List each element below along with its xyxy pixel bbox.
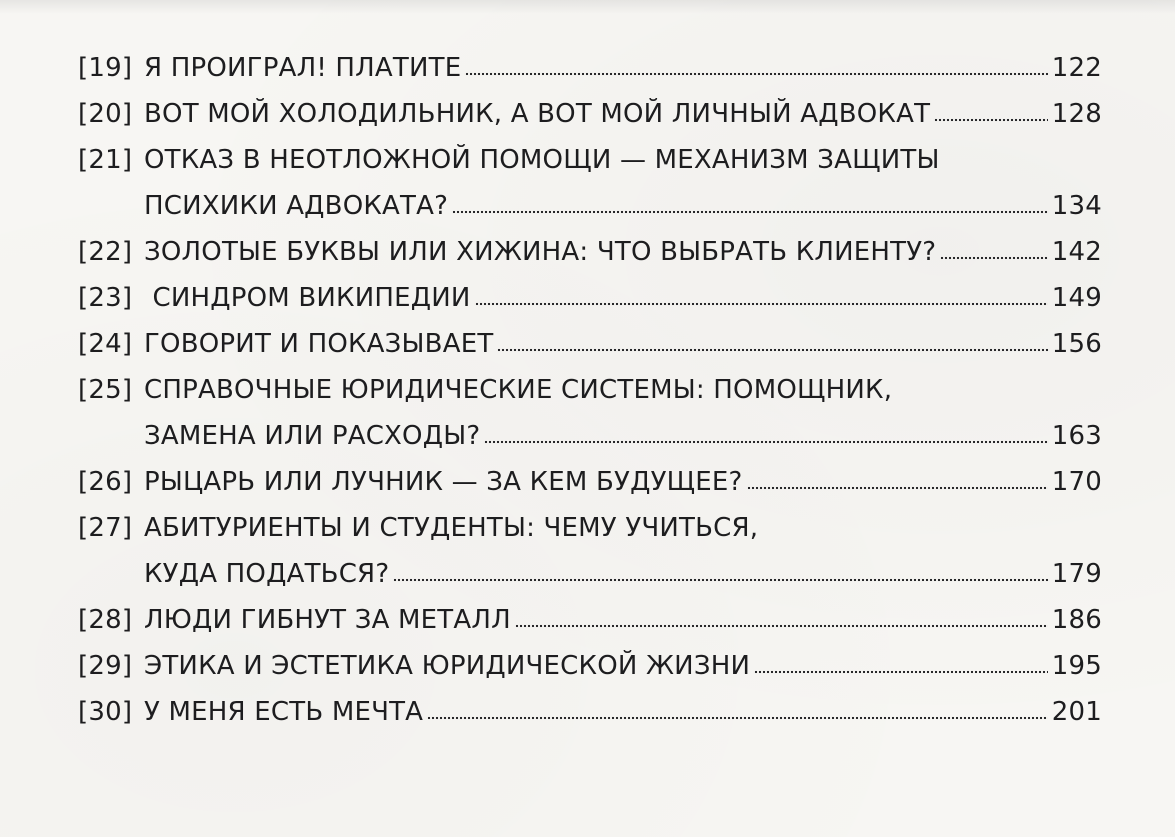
- chapter-number: [23]: [78, 283, 133, 313]
- dot-leader: [940, 238, 1047, 260]
- page-number: 186: [1051, 605, 1102, 635]
- chapter-title: РЫЦАРЬ ИЛИ ЛУЧНИК — ЗА КЕМ БУДУЩЕЕ?: [144, 467, 743, 497]
- chapter-title: ЭТИКА И ЭСТЕТИКА ЮРИДИЧЕСКОЙ ЖИЗНИ: [144, 651, 751, 681]
- toc-entry: [78, 505, 1102, 597]
- dot-leader: [475, 284, 1048, 306]
- chapter-title: ЗОЛОТЫЕ БУКВЫ ИЛИ ХИЖИНА: ЧТО ВЫБРАТЬ КЛИЕНТУ?: [144, 237, 937, 267]
- page-number: 128: [1051, 99, 1102, 129]
- chapter-number: [30]: [78, 697, 133, 727]
- toc-entry-line: [78, 459, 1102, 505]
- chapter-number: [20]: [78, 99, 133, 129]
- toc-entry: [78, 45, 1102, 91]
- dot-leader: [484, 422, 1047, 444]
- toc-entry: [78, 643, 1102, 689]
- page-number: 170: [1051, 467, 1102, 497]
- page-number: 156: [1051, 329, 1102, 359]
- chapter-title: АБИТУРИЕНТЫ И СТУДЕНТЫ: ЧЕМУ УЧИТЬСЯ,: [144, 513, 759, 543]
- chapter-number: [25]: [78, 375, 133, 405]
- chapter-title: ЗАМЕНА ИЛИ РАСХОДЫ?: [144, 421, 481, 451]
- chapter-number: [19]: [78, 53, 133, 83]
- toc-entry: [78, 367, 1102, 459]
- chapter-number: [26]: [78, 467, 133, 497]
- chapter-title: Я ПРОИГРАЛ! ПЛАТИТЕ: [144, 53, 462, 83]
- toc-entry-line: [78, 505, 1102, 551]
- toc-entry-line: [78, 229, 1102, 275]
- toc-entry: [78, 459, 1102, 505]
- page-number: 149: [1051, 283, 1102, 313]
- chapter-title: ОТКАЗ В НЕОТЛОЖНОЙ ПОМОЩИ — МЕХАНИЗМ ЗАЩИТЫ: [144, 145, 940, 175]
- page-number: 163: [1051, 421, 1102, 451]
- dot-leader: [515, 606, 1048, 628]
- page-number: 195: [1051, 651, 1102, 681]
- dot-leader: [497, 330, 1047, 352]
- chapter-title: СПРАВОЧНЫЕ ЮРИДИЧЕСКИЕ СИСТЕМЫ: ПОМОЩНИК,: [144, 375, 893, 405]
- toc-entry-line: [78, 643, 1102, 689]
- toc-entry: [78, 91, 1102, 137]
- page-number: 142: [1051, 237, 1102, 267]
- chapter-number: [29]: [78, 651, 133, 681]
- toc-entry-continuation-line: [78, 183, 1102, 229]
- chapter-title: ГОВОРИТ И ПОКАЗЫВАЕТ: [144, 329, 494, 359]
- page-number: 122: [1051, 53, 1102, 83]
- page-number: 134: [1051, 191, 1102, 221]
- chapter-number: [28]: [78, 605, 133, 635]
- page-number: 179: [1051, 559, 1102, 589]
- toc-entry: [78, 137, 1102, 229]
- dot-leader: [465, 54, 1047, 76]
- page-number: 201: [1051, 697, 1102, 727]
- chapter-number: [22]: [78, 237, 133, 267]
- toc-entry-continuation-line: [78, 413, 1102, 459]
- toc-entry-line: [78, 137, 1102, 183]
- toc-entry-continuation-line: [78, 551, 1102, 597]
- chapter-title: СИНДРОМ ВИКИПЕДИИ: [144, 283, 471, 313]
- toc-entry: [78, 229, 1102, 275]
- toc-entry-line: [78, 367, 1102, 413]
- toc-entry-line: [78, 45, 1102, 91]
- dot-leader: [393, 560, 1047, 582]
- dot-leader: [427, 698, 1048, 720]
- toc-entry: [78, 321, 1102, 367]
- chapter-title: ВОТ МОЙ ХОЛОДИЛЬНИК, А ВОТ МОЙ ЛИЧНЫЙ АДВОКАТ: [144, 99, 931, 129]
- toc-entry: [78, 689, 1102, 735]
- toc-entry: [78, 275, 1102, 321]
- toc-entry-line: [78, 689, 1102, 735]
- chapter-number: [24]: [78, 329, 133, 359]
- dot-leader: [747, 468, 1048, 490]
- dot-leader: [934, 100, 1048, 122]
- table-of-contents: [78, 45, 1102, 735]
- toc-entry-line: [78, 597, 1102, 643]
- dot-leader: [452, 192, 1048, 214]
- chapter-title: У МЕНЯ ЕСТЬ МЕЧТА: [144, 697, 424, 727]
- chapter-title: ПСИХИКИ АДВОКАТА?: [144, 191, 449, 221]
- chapter-number: [27]: [78, 513, 133, 543]
- chapter-title: ЛЮДИ ГИБНУТ ЗА МЕТАЛЛ: [144, 605, 511, 635]
- toc-entry-line: [78, 321, 1102, 367]
- toc-entry-line: [78, 275, 1102, 321]
- page-top-shadow: [0, 0, 1175, 14]
- toc-entry-line: [78, 91, 1102, 137]
- dot-leader: [754, 652, 1048, 674]
- chapter-title: КУДА ПОДАТЬСЯ?: [144, 559, 390, 589]
- chapter-number: [21]: [78, 145, 133, 175]
- toc-entry: [78, 597, 1102, 643]
